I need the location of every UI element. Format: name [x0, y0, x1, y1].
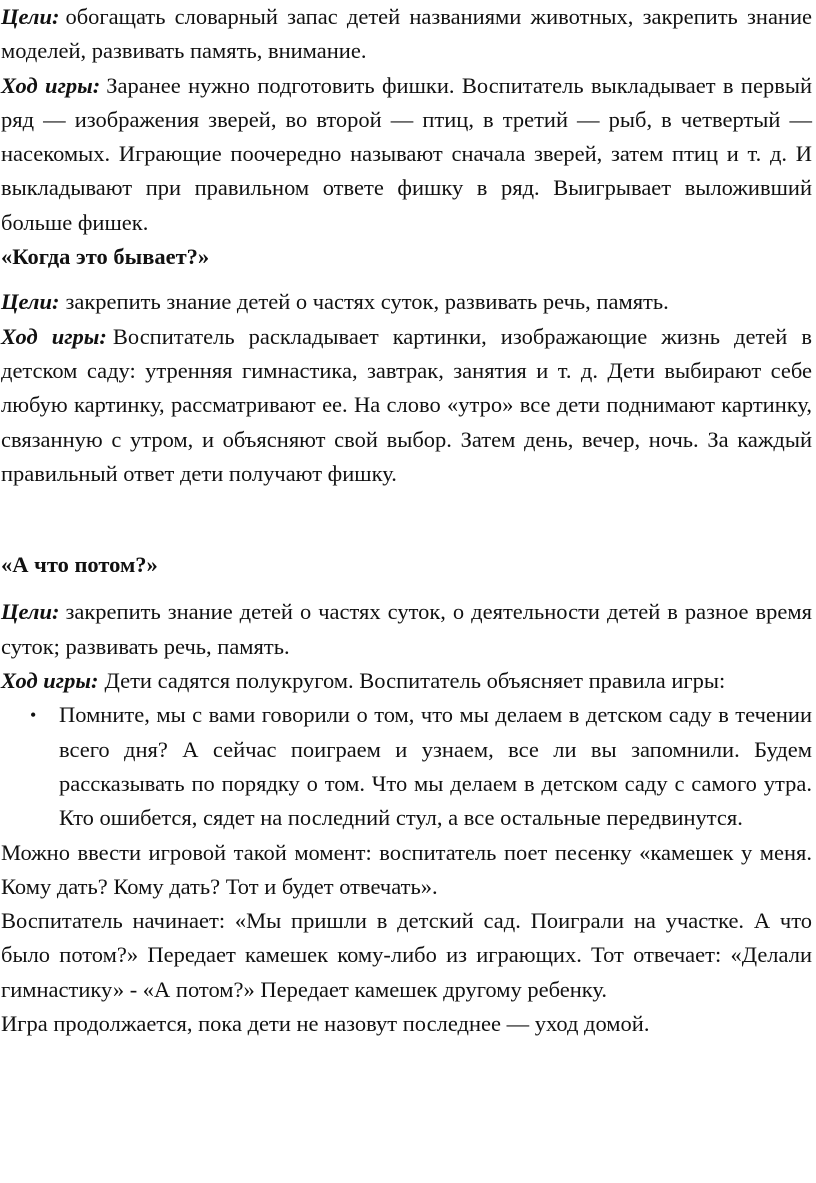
goals-text: закрепить знание детей о частях суток, о деятельности детей в разное время суток; развивать речь, память.: [1, 599, 812, 659]
course-text: Воспитатель раскладывает картинки, изображающие жизнь детей в детском саду: утренняя гимнастика, завтрак, занятия и т. д. Дети выбирают себе любую картинку, рассматривают ее. На слово «утро» все дети поднимают картинку, связанную с утром, и объясняют свой выбор. Затем день, вечер, ночь. За каждый правильный ответ дети получают фишку.: [1, 323, 812, 486]
section3-paragraph-2: Воспитатель начинает: «Мы пришли в детский сад. Поиграли на участке. А что было потом?» Передает камешек кому-либо из играющих. Тот отвечает: «Делали гимнастику» - «А потом?» Передает камешек другому ребенку.: [1, 908, 812, 1002]
spacer: [1, 274, 812, 285]
section3-title: «А что потом?»: [1, 552, 158, 578]
goals-label: Цели:: [1, 599, 60, 625]
course-label: Ход игры:: [1, 72, 101, 98]
spacer: [1, 491, 812, 548]
course-text: Заранее нужно подготовить фишки. Воспитатель выкладывает в первый ряд — изображения зверей, во второй — птиц, в третий — рыб, в четвертый — насекомых. Играющие поочередно называют сначала зверей, затем птиц и т. д. И выкладывают при правильном ответе фишку в ряд. Выигрывает выложивший больше фишек.: [1, 72, 812, 235]
section3-paragraph-3: Игра продолжается, пока дети не назовут последнее — уход домой.: [1, 1011, 650, 1037]
bullet-icon: •: [30, 705, 37, 726]
section2-goals: [1, 285, 812, 319]
section3-course: [1, 664, 812, 698]
goals-text: обогащать словарный запас детей названиями животных, закрепить знание моделей, развивать память, внимание.: [1, 4, 812, 64]
course-label: Ход игры:: [1, 668, 99, 694]
goals-text: закрепить знание детей о частях суток, развивать речь, память.: [65, 289, 669, 315]
section2-title: «Когда это бывает?»: [1, 244, 210, 270]
spacer: [1, 582, 812, 595]
goals-label: Цели:: [1, 4, 60, 29]
section3-paragraph-1: Можно ввести игровой такой момент: воспитатель поет песенку «камешек у меня. Кому дать? Кому дать? Тот и будет отвечать».: [1, 839, 812, 899]
course-text: Дети садятся полукругом. Воспитатель объясняет правила игры:: [104, 668, 726, 694]
section1-goals: [1, 0, 812, 69]
goals-label: Цели:: [1, 289, 60, 315]
section1-course: [1, 69, 812, 240]
bullet-list: [1, 698, 812, 835]
section3-goals: [1, 595, 812, 664]
section2-course: [1, 320, 812, 491]
list-item: [30, 698, 812, 835]
list-item-text: Помните, мы с вами говорили о том, что мы делаем в детском саду в течении всего дня? А сейчас поиграем и узнаем, все ли вы запомнили. Будем рассказывать по порядку о том. Что мы делаем в детском саду с самого утра. Кто ошибется, сядет на последний стул, а все остальные передвинутся.: [59, 702, 812, 831]
course-label: Ход игры:: [1, 323, 107, 349]
